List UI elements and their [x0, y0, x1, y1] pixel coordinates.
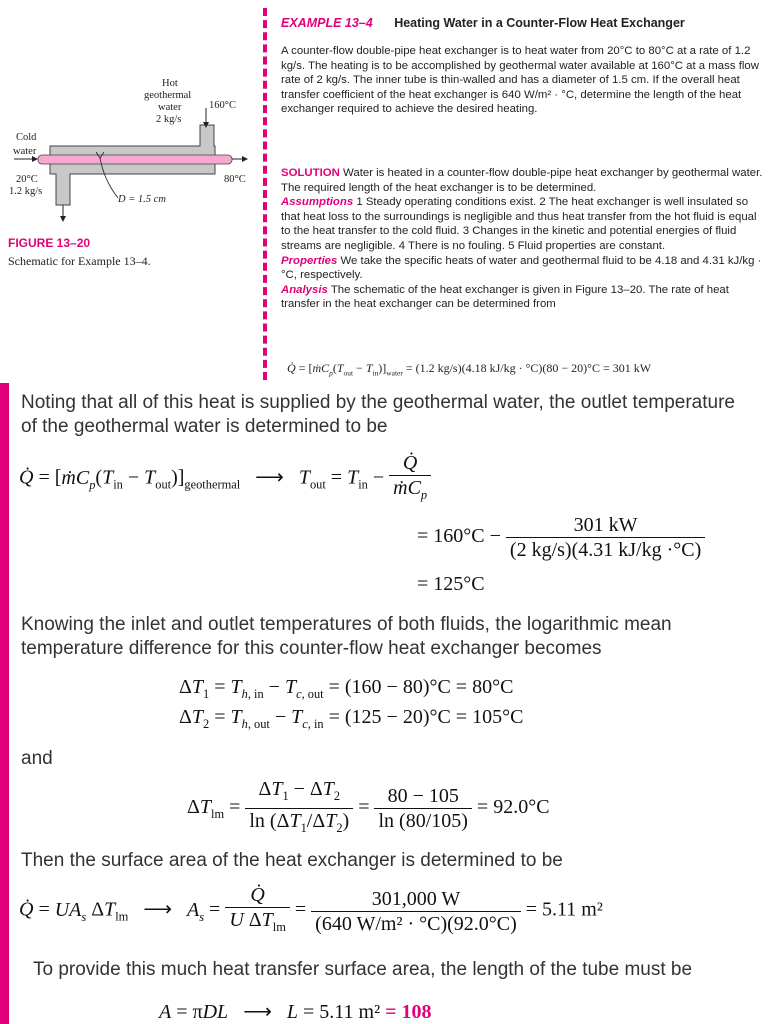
example-number: EXAMPLE 13–4 — [281, 16, 373, 30]
delta-t1-rhs: = (160 − 80)°C = 80°C — [328, 676, 514, 698]
solution-paragraph — [281, 166, 765, 312]
tube-length-result: = 108 — [385, 1001, 432, 1023]
problem-statement: A counter-flow double-pipe heat exchanger is to heat water from 20°C to 80°C at a rate of 1.2 kg/s. The heating is to be accomplished by geothermal water available at 160°C at a mass flow rate of 2 kg/s. The inner tube is thin-walled and has a diameter of 1.5 cm. If the overall heat transfer coefficient of the heat exchanger is 640 W/m² · °C, determine the length of the heat exchanger required to achieve the desired heating. — [281, 45, 759, 116]
cold-outlet-temp: 80°C — [224, 174, 246, 185]
tube-length-equation-partial: A = πDL ⟶ L = 5.11 m² = 108 — [159, 1001, 432, 1023]
text-and: and — [21, 748, 53, 769]
delta-t2-rhs: = (125 − 20)°C = 105°C — [328, 706, 524, 728]
assumptions-text: 1 Steady operating conditions exist. 2 The heat exchanger is well insulated so that heat loss to the surroundings is negligible and thus heat transfer from the hot fluid is equal to the heat transfer to the cold fluid. 3 Changes in the kinetic and potential energies of fluid streams are negligible. 4 There is no fouling. 5 Fluid properties are constant. — [281, 196, 757, 252]
cold-inlet-temp: 20°C — [16, 174, 38, 185]
hot-label-4: 2 kg/s — [156, 114, 182, 125]
text-outlet-temperature: Noting that all of this heat is supplied by the geothermal water, the outlet temperature of the geothermal water is determined to be — [21, 392, 735, 437]
surface-area-numerator: 301,000 W — [311, 887, 521, 912]
properties-text: We take the specific heats of water and geothermal fluid to be 4.18 and 4.31 kJ/kg · °C, respectively. — [281, 254, 762, 282]
outlet-temp-equation: Q̇ = $[ṁC_p(T_{in} - T_{out})]_{geothermal}$ ⟶ $T_{out} = T_{in}$ − $\frac{Q̇}{ṁC_p}$ — [19, 451, 431, 507]
surface-area-result: = 5.11 m² — [525, 898, 603, 921]
text-lmtd: Knowing the inlet and outlet temperatures of both fluids, the logarithmic mean temperature difference for this counter-flow heat exchanger becomes — [21, 614, 672, 659]
outlet-temp-result: = 125°C — [417, 573, 485, 595]
properties-lead: Properties — [281, 254, 338, 267]
text-surface-area: Then the surface area of the heat exchanger is determined to be — [21, 850, 563, 871]
solution-continuation — [0, 383, 768, 951]
surface-area-equation: Q̇ = $UA_s$ $\Delta T_{lm}$ ⟶ $A_s$ = $\frac{Q̇}{U \Delta T_{lm}}$ = $\frac{301,000 W}{\text{(640 W/m² · °C)(92.0°C)}}$ = 5.11 m² — [19, 884, 603, 935]
inner-tube — [38, 155, 232, 164]
cold-label-2: water — [13, 146, 37, 157]
outer-shell — [50, 125, 215, 205]
lmtd-result: = 92.0°C — [476, 796, 550, 819]
outlet-temp-numerator: 301 kW — [506, 513, 705, 538]
figure-13-20 — [0, 70, 262, 280]
lmtd-denominator: ln (80/105) — [378, 810, 468, 832]
tube-length-section — [0, 951, 768, 1024]
hot-inlet-temp: 160°C — [209, 100, 236, 111]
tube-length-area: 5.11 m² — [319, 1001, 381, 1023]
outlet-temp-substitution — [417, 513, 705, 562]
example-13-4 — [263, 8, 768, 380]
tube-length-lhs: A — [159, 1001, 172, 1023]
figure-caption-text: Schematic for Example 13–4. — [8, 254, 151, 268]
analysis-text: The schematic of the heat exchanger is given in Figure 13–20. The rate of heat transfer in the heat exchanger can be determined from — [281, 283, 729, 311]
hot-label-1: Hot — [162, 78, 178, 89]
heat-exchanger-schematic — [0, 70, 262, 240]
heat-rate-equation: Q̇ = $[ṁC_p(T_{out} - T_{in})]_{water} = (1.2$ kg/s)(4.18 kJ/kg · °C)(80 − 20)°C = 301 kW — [287, 361, 652, 378]
assumptions-lead: Assumptions — [281, 196, 354, 209]
analysis-lead: Analysis — [281, 283, 328, 296]
solution-text: Water is heated in a counter-flow double-pipe heat exchanger by geothermal water. The required length of the heat exchanger is to be determined. — [281, 167, 763, 194]
solution-lead: SOLUTION — [281, 167, 340, 179]
heat-rate-equation-rhs: = (1.2 kg/s)(4.18 kJ/kg · °C)(80 − 20)°C = 301 kW — [405, 361, 652, 375]
textbook-page-top — [0, 0, 768, 383]
figure-caption-title: FIGURE 13–20 — [8, 236, 91, 250]
hot-label-2: geothermal — [144, 90, 192, 101]
delta-t2-equation: $\Delta T_2 = T_{h, out} - T_{c, in} = (125 - 20)^\circ C = 105^\circ C$ — [179, 706, 524, 731]
cold-label-1: Cold — [16, 132, 37, 143]
lmtd-equation: $\Delta T_{lm}$ = $\frac{\Delta T_1 - \Delta T_2}{\ln (\Delta T_1/\Delta T_2)}$ = $\frac{80 - 105}{\ln (80/105)}$ = 92.0°C — [187, 778, 550, 835]
delta-t1-equation: $\Delta T_1 = T_{h, in} - T_{c, out} = (160 - 80)^\circ C = 80^\circ C$ — [179, 676, 514, 701]
diameter-label: D = 1.5 cm — [118, 194, 166, 205]
hot-label-3: water — [158, 102, 182, 113]
text-tube-length: To provide this much heat transfer surface area, the length of the tube must be — [33, 959, 693, 980]
lmtd-numerator: 80 − 105 — [374, 784, 471, 809]
outlet-temp-denominator: (2 kg/s)(4.31 kJ/kg ·°C) — [509, 539, 702, 561]
example-header — [281, 16, 685, 30]
outlet-temp-prefix: = 160°C − — [417, 525, 501, 548]
cold-flow-rate: 1.2 kg/s — [9, 186, 43, 197]
example-title: Heating Water in a Counter-Flow Heat Exchanger — [394, 16, 685, 30]
surface-area-denominator: (640 W/m² · °C)(92.0°C) — [315, 912, 517, 935]
